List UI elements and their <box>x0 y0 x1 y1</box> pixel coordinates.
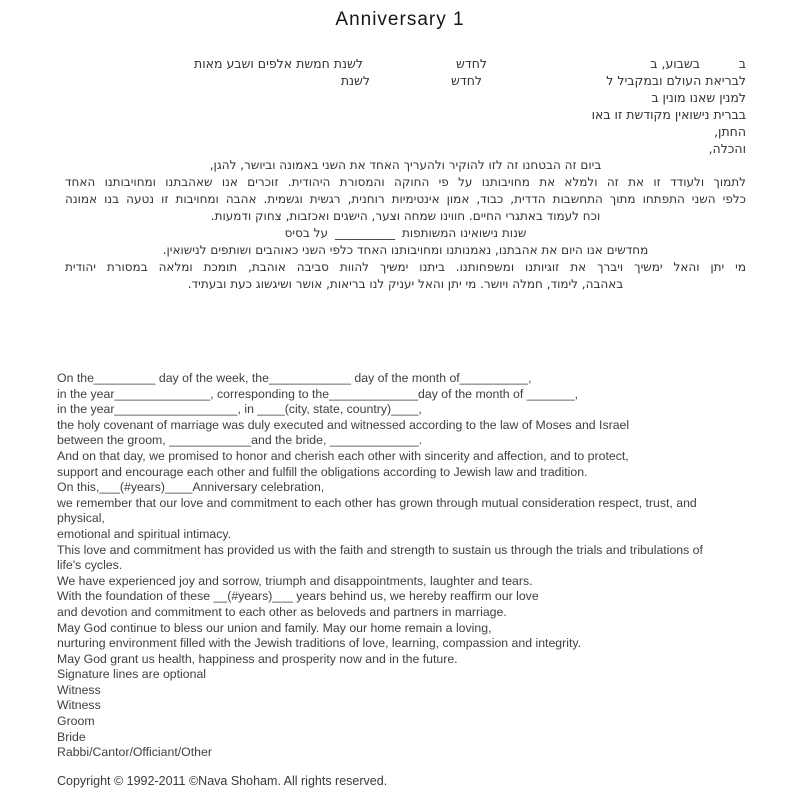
english-line: life's cycles. <box>57 558 123 573</box>
hebrew-year-label: לשנת חמשת אלפים ושבע מאות <box>194 56 363 71</box>
english-line: Signature lines are optional <box>57 667 207 682</box>
hebrew-year-label: לשנת <box>340 73 370 88</box>
hebrew-paragraph <box>65 157 746 293</box>
hebrew-creation-line <box>0 73 800 90</box>
signature-line-witness: Witness <box>57 682 101 697</box>
english-line: On this,___(#years)____Anniversary celebration, <box>57 480 325 495</box>
signature-line-witness: Witness <box>57 698 101 713</box>
hebrew-groom-line <box>0 124 800 141</box>
english-line: And on that day, we promised to honor and cherish each other with sincerity and affection, and to protect, <box>57 448 629 463</box>
hebrew-bride-line <box>0 141 800 158</box>
hebrew-date-line <box>0 56 800 73</box>
hebrew-month-label: לחדש <box>451 73 482 88</box>
english-line: May God grant us health, happiness and prosperity now and in the future. <box>57 651 458 666</box>
hebrew-header <box>0 56 800 160</box>
signature-line-bride: Bride <box>57 729 86 744</box>
english-line: With the foundation of these __(#years)___ years behind us, we hereby reaffirm our love <box>57 589 539 604</box>
english-line: May God continue to bless our union and family. May our home remain a loving, <box>57 620 492 635</box>
hebrew-covenant-text: בברית נישואין מקודשת זו באו <box>591 107 746 122</box>
copyright-line: Copyright © 1992-2011 ©Nava Shoham. All rights reserved. <box>57 774 388 788</box>
english-line: On the_________ day of the week, the____________ day of the month of__________, <box>57 371 532 385</box>
hebrew-years-label: שנות נישואינו המשותפות <box>401 226 527 240</box>
english-line: and devotion and commitment to each other as beloveds and partners in marriage. <box>57 604 507 619</box>
english-line: we remember that our love and commitment to each other has grown through mutual consideration respect, trust, and <box>57 495 697 510</box>
hebrew-count-text: למנין שאנו מונין ב <box>651 90 746 105</box>
english-text-block <box>57 371 797 761</box>
hebrew-paragraph-line: מי יתן והאל ימשיך ויברך את זוגיותנו ומשפחותנו. ביתנו ימשיך להוות סביבה אוהבת, תומכת ומלאה במסורת יהודית <box>65 260 746 274</box>
hebrew-paragraph-line: ביום זה הבטחנו זה לזו להוקיר ולהעריך האחד את השני באמונה וביושר, להגן, <box>209 158 602 172</box>
english-line: between the groom, ____________and the bride, _____________. <box>57 433 423 448</box>
hebrew-day-prefix: ב <box>738 56 746 71</box>
english-line: emotional and spiritual intimacy. <box>57 526 232 541</box>
english-line: in the year______________, corresponding to the_____________day of the month of _______, <box>57 386 578 401</box>
page-title: Anniversary 1 <box>335 9 465 30</box>
english-line: support and encourage each other and fulfill the obligations according to Jewish law and tradition. <box>57 464 588 479</box>
hebrew-creation-label: לבריאת העולם ובמקביל ל <box>606 73 746 88</box>
signature-line-officiant: Rabbi/Cantor/Officiant/Other <box>57 745 212 760</box>
english-line: We have experienced joy and sorrow, triumph and disappointments, laughter and tears. <box>57 573 533 588</box>
hebrew-covenant-line <box>0 107 800 124</box>
hebrew-paragraph-line: מחדשים אנו היום את אהבתנו, נאמנותנו ומחויבותנו האחד כלפי השני כאוהבים ושותפים לנישואין. <box>162 243 649 257</box>
signature-line-groom: Groom <box>57 714 95 729</box>
hebrew-bride-label: והכלה, <box>708 141 746 156</box>
hebrew-paragraph-line: באהבה, לימוד, חמלה ויושר. מי יתן והאל יעניק לנו בריאות, אושר ושיגשוג כעת ובעתיד. <box>187 277 624 291</box>
hebrew-month-label: לחדש <box>456 56 487 71</box>
hebrew-years-blank-line <box>65 225 746 242</box>
hebrew-paragraph-line: וכח לעמוד באתגרי החיים. חווינו שמחה וצער, הישגים ואכזבות, צחוק ודמעות. <box>210 209 601 223</box>
years-blank: __________ <box>334 226 395 240</box>
english-line: This love and commitment has provided us with the faith and strength to sustain us through the trials and tribulations of <box>57 542 703 557</box>
hebrew-count-line <box>0 90 800 107</box>
english-line: nurturing environment filled with the Jewish traditions of love, learning, compassion and integrity. <box>57 636 582 651</box>
hebrew-basis-label: על בסיס <box>284 226 328 240</box>
english-line: in the year__________________, in ____(city, state, country)____, <box>57 402 422 417</box>
hebrew-paragraph-line: כלפי השני התפתחו מתוך התחשבות הדדית, כבוד, אמון אינטימיות רוחנית, רגשית וגשמית. אהבה ומחויבות זו נטעה בנו אמונה <box>65 192 746 206</box>
english-line: physical, <box>57 511 105 526</box>
english-line: the holy covenant of marriage was duly executed and witnessed according to the law of Moses and Israel <box>57 417 630 432</box>
hebrew-paragraph-line: לתמוך ולעודד זו את זה ולמלא את מחויבותנו על פי החוקה והמסורת היהודית. זוכרים אנו שאהבתנו ומחויבותנו האחד <box>65 175 746 189</box>
hebrew-week-label: בשבוע, ב <box>650 56 700 71</box>
hebrew-groom-label: החתן, <box>714 124 746 139</box>
